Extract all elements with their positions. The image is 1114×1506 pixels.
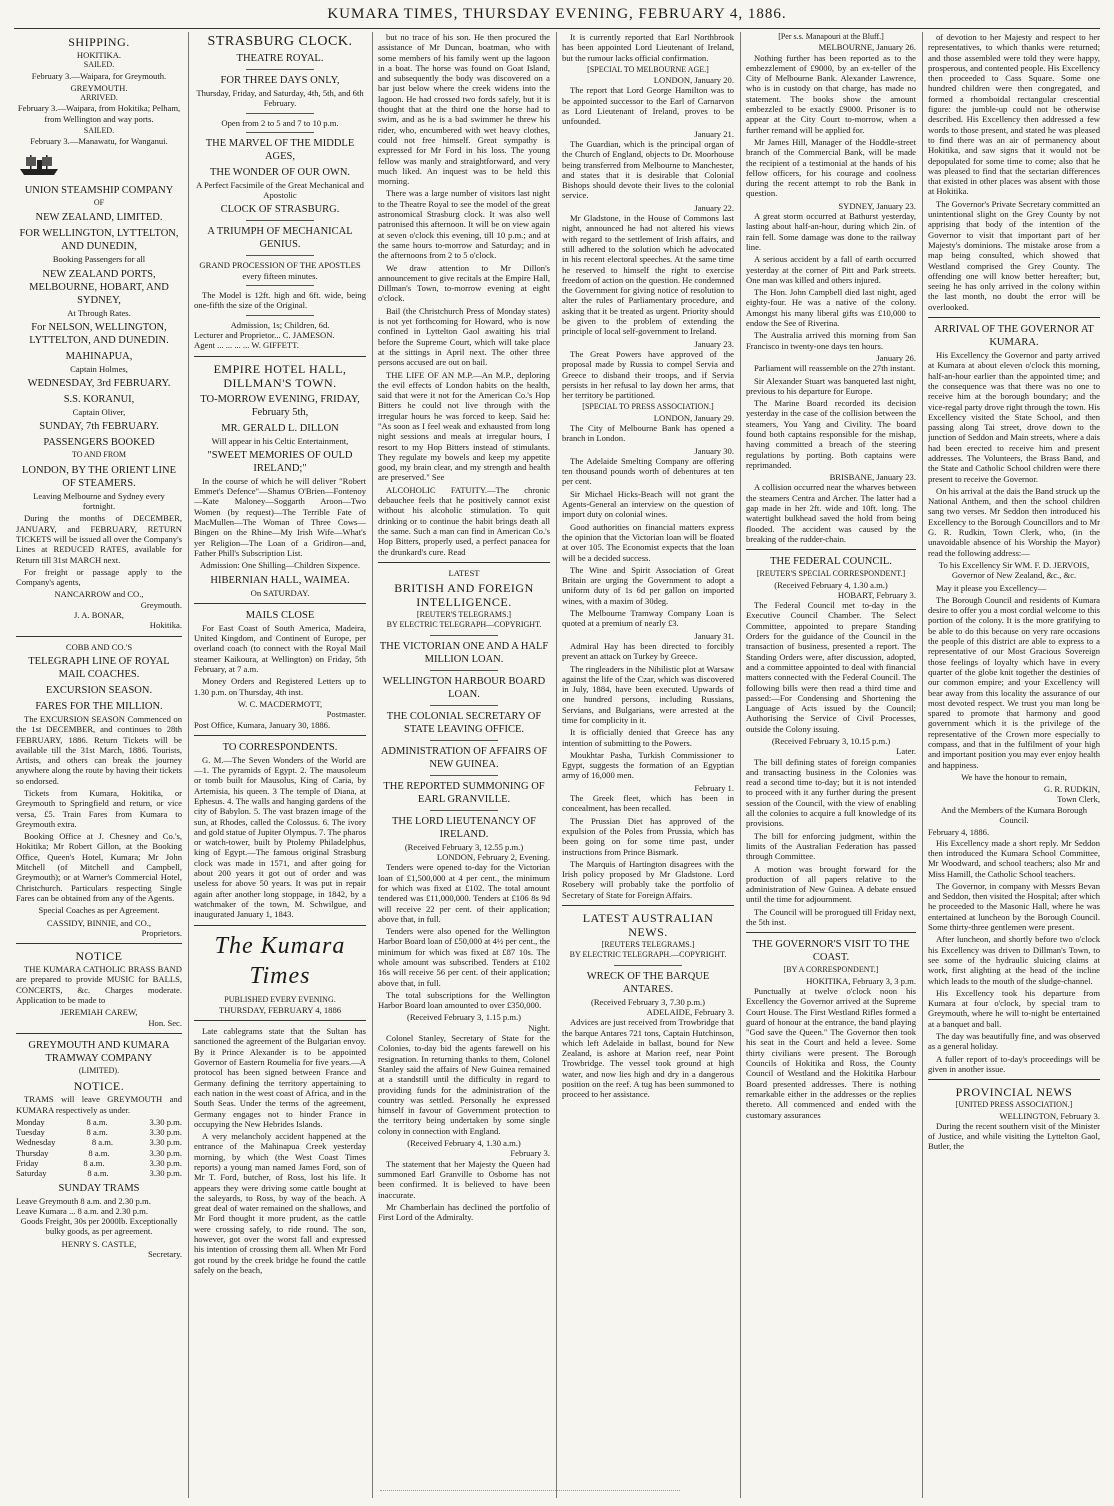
dateline: SYDNEY, January 23. [838, 200, 916, 211]
ad-heading: CLOCK OF STRASBURG. [220, 204, 340, 216]
masthead: KUMARA TIMES, THURSDAY EVENING, FEBRUARY 4, 1886. [327, 6, 787, 22]
section-heading: BRITISH AND FOREIGN INTELLIGENCE. [394, 581, 534, 610]
ad-text: COBB AND CO.'S [65, 641, 133, 652]
dateline: January 23. [694, 338, 734, 349]
article-text: The Hon. John Campbell died last night, aged eighty-four. He was a native of the colony. Amongst his many liberal gifts was £10,000 to endow the See of Riverina. [746, 287, 916, 329]
ad-heading: UNION STEAMSHIP COMPANY [24, 184, 174, 196]
sub-heading: SAILED. [83, 60, 115, 70]
divider [194, 735, 366, 736]
article-text: Parliament will reassemble on the 27th instant. [754, 363, 916, 374]
timetable-row: Monday 8 a.m. 3.30 p.m. [16, 1116, 182, 1127]
article-text: The Marquis of Hartington disagrees with the Irish policy proposed by Mr Gladstone. Lord Rosebery will probably take the portfolio of Secretary of State for Foreign Affairs. [562, 858, 734, 900]
article-text: Sir Alexander Stuart was banqueted last night, previous to his departure for Europe. [746, 375, 916, 396]
divider [246, 255, 315, 256]
column-rule [740, 32, 741, 1498]
ad-heading: THEATRE ROYAL. [236, 53, 324, 64]
ad-text: Goods Freight, 30s per 2000lb. Exceptionally bulky goods, as per agreement. [20, 1216, 178, 1237]
news-heading: WELLINGTON HARBOUR BOARD LOAN. [382, 675, 546, 700]
ad-heading: FOR WELLINGTON, LYTTELTON, AND DUNEDIN, [19, 228, 179, 253]
article-text: It is officially denied that Greece has any intention of submitting to the Powers. [562, 727, 734, 748]
article-text: A great storm occurred at Bathurst yesterday, lasting about half-an-hour, during which 2in. of rain fell. Some damage was done to the railway line. [746, 211, 916, 252]
timetable-row: Thursday 8 a.m. 3.30 p.m. [16, 1147, 182, 1158]
divider [746, 932, 916, 933]
timetable-row: Friday 8 a.m. 3.30 p.m. [16, 1158, 182, 1168]
port-heading: GREYMOUTH. [70, 82, 128, 93]
ad-text: During the months of DECEMBER, JANUARY, and FEBRUARY, RETURN TICKETS will be issued all over the Company's Lines at REDUCED RATES, available for Return till 31st MARCH next. [16, 513, 182, 565]
ad-heading: For NELSON, WELLINGTON, LYTTELTON, AND DUNEDIN. [29, 321, 169, 346]
dateline: Night. [528, 1022, 550, 1033]
ad-heading: EXCURSION SEASON. [45, 684, 153, 696]
dateline: (Received February 4, 1.30 a.m.) [774, 579, 888, 590]
source-line: [SPECIAL TO MELBOURNE AGE.] [587, 64, 709, 74]
ad-text: Leave Greymouth 8 a.m. and 2.30 p.m. [16, 1195, 151, 1206]
divider [928, 1079, 1100, 1080]
column-2 [194, 32, 366, 1498]
ship-icon [16, 151, 62, 177]
ad-heading: "SWEET MEMORIES OF OULD IRELAND;" [207, 449, 353, 474]
divider [430, 635, 499, 636]
divider [246, 315, 315, 316]
ad-text: Booking Passengers for all [52, 254, 146, 265]
article-text: The bill defining states of foreign companies and transacting business in the Colonies was read a second time to-day; but it is not intended to proceed with it any further during the present session of the Council, with the view of enabling all the colonies to acquire a full knowledge of its provisions. [746, 756, 916, 829]
ad-text: Thursday, Friday, and Saturday, 4th, 5th, and 6th February. [196, 88, 364, 109]
ad-heading: PASSENGERS BOOKED [43, 437, 155, 449]
article-text: We draw attention to Mr Dillon's announcement to give recitals at the Empire Hall, Dillman's Town, to-morrow evening at eight o'clock. [378, 262, 550, 304]
ad-heading: A TRIUMPH OF MECHANICAL GENIUS. [207, 226, 353, 251]
article-text: His Excellency made a short reply. Mr Seddon then introduced the Kumara School Committee, Mr Woodward, and school teachers; also Mr and Miss Hamill, the Catholic School teachers. [928, 837, 1100, 879]
news-heading: ARRIVAL OF THE GOVERNOR AT KUMARA. [934, 324, 1094, 349]
captain: Captain Oliver, [72, 407, 126, 418]
dateline: February 1. [694, 782, 734, 793]
article-text: Admiral Hay has been directed to forcibly prevent an attack on Turkey by Greece. [562, 640, 734, 662]
address-text: The Borough Council and residents of Kumara desire to offer you a most cordial welcome to this portion of the colony. It is the more gratifying to be able to do this because on very rare occasions the people of this district are able to express to a representative of our Most Gracious Sovereign those feelings of loyalty which have in every quarter of the globe knit together the destinies of our common empire; and your Excellency will bear away from this locality the assurance of our most devoted respect. We trust you man long be spared to promote that harmony and good government which it is the privilege of the representative of the Crown more especially to compass, and that in the fulfilment of your high and important position you may ever enjoy health and happiness. [928, 594, 1100, 770]
news-heading: THE LORD LIEUTENANCY OF IRELAND. [392, 815, 536, 840]
article-text: The Greek fleet, which has been in concealment, has been recalled. [562, 793, 734, 814]
dateline: (Received February 3, 12.55 p.m.) [404, 841, 524, 852]
ad-heading: NEW ZEALAND PORTS, MELBOURNE, HOBART, AND SYDNEY, [29, 268, 169, 306]
port-heading: HOKITIKA. [76, 50, 122, 60]
source-line: [REUTER'S TELEGRAMS.] [416, 610, 512, 620]
timetable-row: Tuesday 8 a.m. 3.30 p.m. [16, 1127, 182, 1138]
column-rule [556, 32, 557, 1498]
ad-text: Admission, 1s; Children, 6d. [230, 319, 330, 330]
divider [746, 549, 916, 550]
news-heading: WRECK OF THE BARQUE ANTARES. [586, 970, 710, 995]
article-text: A very melancholy accident happened at the entrance of the Mahinapua Creek yesterday morning, by which (the West Coast Times reports) a young man named James Ford, son of Mr T. Ford, butcher, of Ross, lost his life. It appears they were driving some cattle bought at the saleyards, to Ross, by way of the beach. A great deal of water remained on the shallows, and Mr Ford thought it more prudent, as the cattle were crossing safely, to ride round. The son, however, got over the worst fall and expressed his intention of crossing them all. When Mr Ford got round by the creek bridge he found the cattle safely on the beach, [194, 1131, 366, 1275]
article-text: Bail (the Christchurch Press of Monday states) is not yet forthcoming for Howard, who is now confined in Lyttelton Gaol awaiting his trial before the Supreme Court, which will take place at the sittings in April next. The other three persons accused are out on bail. [378, 305, 550, 368]
ad-sub: TO AND FROM [71, 450, 127, 460]
divider [614, 965, 683, 966]
article-text: The Marine Board recorded its decision yesterday in the case of the collision between the steamers, You Yang and Civility. The board found both captains responsible for the mishap, having committed a breach of the steering regulations by porting. Both captains were reprimanded. [746, 398, 916, 470]
ad-text: Booking Office at J. Chesney and Co.'s, Hokitika; Mr Robert Gillon, at the Booking Office, Queen's Hotel, Kumara; Mr John Mitchell (of Mitchell and Campbell, Greymouth); or at Warner's Commercial Hotel, Christchurch. Particulars respecting Single Fares can be obtained from any of the Agents. [16, 831, 182, 903]
sailing-date: SUNDAY, 7th FEBRUARY. [39, 421, 159, 433]
divider [16, 636, 182, 637]
article-text: Punctually at twelve o'clock noon his Excellency the Governor arrived at the Supreme Court House. The First Westland Rifles formed a guard of honour at the entrance, the band playing "God save the Queen." The Governor then took his seat in the Court and held a levee. Some thirty civilians were present. The Borough Councils of Hokitika and Ross, the County Council of Westland and the Hokitika Harbour Board presented addresses. There is nothing remarkable either in the addresses or the replies thereto. All commenced and ended with the customary assurances [746, 985, 916, 1120]
ad-text: Agent ... ... ... ... W. GIFFETT. [194, 340, 299, 351]
dateline: LONDON, January 20. [653, 75, 734, 86]
agent-name: CASSIDY, BINNIE, and CO., [46, 917, 152, 928]
article-text: Mr Gladstone, in the House of Commons last night, announced he had not altered his views with regard to the settlement of Irish affairs, and still adhered to the solution which he advocated in his recent electoral speeches. At the same time he reserved to himself the right to exercise freedom of action on the question. He condemned the Government for giving notice of resolution to alter the rules of Parliamentary procedure, and asking that it be treated as urgent. Priority should be given to the problem of extending the principle of local self-government to Ireland. [562, 213, 734, 337]
ad-heading: TELEGRAPH LINE OF ROYAL MAIL COACHES. [28, 655, 170, 680]
edition-date: THURSDAY, FEBRUARY 4, 1886 [218, 1004, 342, 1015]
dateline: HOKITIKA, February 3, 3 p.m. [806, 975, 916, 986]
divider [16, 943, 182, 944]
article-text: Colonel Stanley, Secretary of State for the Colonies, to-day bid the agents farewell on his resignation. In returning thanks to them, Colonel Stanley said the affairs of New Guinea remained at a standstill until the difficulty in regard to providing funds for the administration of the country was settled. Personally he expressed himself in favour of Government protection to the territory being undertaken by some single colony in connection with England. [378, 1033, 550, 1136]
ad-text: Lecturer and Proprietor... C. JAMESON. [194, 329, 335, 340]
signature: And the Members of the Kumara Borough Council. [940, 804, 1088, 826]
ad-heading: STRASBURG CLOCK. [207, 34, 353, 49]
source-line: [REUTER'S SPECIAL CORRESPONDENT.] [756, 569, 906, 579]
news-heading: THE VICTORIAN ONE AND A HALF MILLION LOAN. [379, 640, 549, 665]
news-heading: THE REPORTED SUMMONING OF EARL GRANVILLE. [383, 780, 545, 805]
divider [378, 562, 550, 563]
page-fold [380, 1490, 680, 1501]
timetable-row: Saturday 8 a.m. 3.30 p.m. [16, 1168, 182, 1179]
ad-text: In the course of which he will deliver "Robert Emmet's Defence"—Shamus O'Brien—Fontenoy—Kate Maloney—Soggarth Aroon—Two Women (by request)—The Terrible Fate of MacMullen—The Woman of Three Cows—Bingen on the Rhine—My Irish Wife—What's yer Religion—The Loan of a Gridiron—and, Father Phill's Subscription List. [194, 475, 366, 558]
article-text: Tenders were opened to-day for the Victorian loan of £1,500,000 at 4 per cent., the minimum for which was fixed at £102. The total amount tendered was £11,000,000. Tenders at £106 8s 9d will receive 22 per cent. of their application; above that, in full. [378, 862, 550, 924]
ad-text: Open from 2 to 5 and 7 to 10 p.m. [221, 117, 339, 128]
sub-heading: SAILED. [83, 126, 115, 136]
article-text: Mr James Hill, Manager of the Hoddle-street branch of the Commercial Bank, will be made the recipient of a testimonial at the hands of his fellow officers, for his courage and coolness during the recent attempt to rob the Bank in question. [746, 136, 916, 199]
dateline: (Received February 3, 10.15 p.m.) [771, 736, 891, 746]
ad-heading: MR. GERALD L. DILLON [221, 422, 339, 434]
news-heading: THE FEDERAL COUNCIL. [770, 556, 892, 568]
article-text: Mr Chamberlain has declined the portfolio of First Lord of the Admiralty. [378, 1201, 550, 1223]
article-text: Tenders were also opened for the Wellington Harbor Board loan of £50,000 at 4½ per cent., the minimum for which was fixed at £87 10s. The whole amount was subscribed. Tenders at £102 16s will receive 56 per cent. of their application; above that, in full. [378, 926, 550, 988]
article-text: The bill for enforcing judgment, within the limits of the Australian Federation has passed through Committee. [746, 830, 916, 862]
ad-text: On SATURDAY. [250, 587, 310, 598]
shipping-line: February 3.—Waipara, from Hokitika; Pelham, from Wellington and way ports. [17, 103, 181, 124]
timetable-row: Wednesday 8 a.m. 3.30 p.m. [16, 1137, 182, 1148]
article-text: There was a large number of visitors last night to the Theatre Royal to see the model of the great astronomical Strasburg clock. It was also well patronised this afternoon. It will be on view again at seven o'clock this evening, till 10 p.m.; and at the same hours to-morrow and Saturday; and in the afternoons from 2 to 5 o'clock. [378, 188, 550, 261]
agent-name: NANCARROW and CO., [54, 589, 144, 600]
source-line: [UNITED PRESS ASSOCIATION.] [955, 1100, 1073, 1110]
source-line: [BY A CORRESPONDENT.] [783, 965, 879, 975]
column-3 [378, 32, 550, 1498]
dateline: LONDON, February 2, Evening. [436, 852, 550, 863]
article-text: The Federal Council met to-day in the Executive Council Chamber. The Select Committee, appointed to prepare Standing Orders for the guidance of the Council in the transaction of business, presented a report. The Standing Orders were, after discussion, adopted, and a committee appointed to deal with financial matters connected with the Federal Council. The following bills were then read a third time and passed:—For Condensing and Shortening the Language of Acts issued by the Council; Authorising the Service of Civil Processes, outside the Colony issuing. [746, 600, 916, 734]
article-text: His Excellency took his departure from Kumara at four o'clock, by special tram to Greymouth, where he will to-night be entertained at a banquet and ball. [928, 987, 1100, 1029]
divider [928, 317, 1100, 318]
agent-place: Hon. Sec. [148, 1017, 182, 1028]
ad-text: Leave Kumara ... 8 a.m. and 2.30 p.m. [16, 1205, 148, 1216]
article-text: of devotion to her Majesty and respect to her representatives, to which thanks were returned; and those assembled were told they were happy, prosperous, and contented people. His Excellency then proceeded to Cass Square. Some one hundred children were then congregated, and formed a rhomboidal rectangular crescential figure: the jumble-up could not be otherwise described. His Excellency then addressed a few words to those present, and stated he was pleased to find there was an air of permanency about Hokitika, and saw signs that it would not be depopulated for some time to come; also that he was pleased to find that the sectarian differences that existed in other places was absent with those at Hokitika. [928, 32, 1100, 197]
ship-name: S.S. KORANUI, [63, 394, 135, 406]
article-text: On his arrival at the dais the Band struck up the National Anthem, and then the school children sang two verses. Mr Seddon then introduced his Excellency to the Borough Councillors and to Mr G. R. Rudkin, Town Clerk, who, (in the unavoidable absence of his Worship the Mayor) read the following address:— [928, 485, 1100, 558]
divider [430, 810, 499, 811]
divider [430, 705, 499, 706]
ad-text: GRAND PROCESSION OF THE APOSTLES every fifteen minutes. [199, 260, 361, 281]
article-text: The Prussian Diet has approved of the expulsion of the Poles from Prussia, which has been going on for some time past, under instructions from Prince Bismark. [562, 815, 734, 857]
address-salutation: May it please you Excellency— [936, 582, 1047, 593]
ad-heading: THE WONDER OF OUR OWN. [209, 166, 351, 178]
divider [246, 220, 315, 221]
section-heading: LATEST [448, 567, 480, 578]
dateline: (Received February 4, 1.30 a.m.) [407, 1138, 521, 1149]
column-4 [562, 32, 734, 1498]
article-text: The Governor's Private Secretary committed an unintentional slight on the Grey County by not apprising that body of the intention of the Governor to visit that important part of her Majesty's dominions. The mistake arose from a map being consulted, which showed that Westland comprised the Grey County. The offending one will know better hereafter; but, seeing he has only arrived in the colony within the last month, no doubt the error will be overlooked. [928, 198, 1100, 312]
column-5 [746, 32, 916, 1498]
article-text: It is currently reported that Earl Northbrook has been appointed Lord Lieutenant of Ireland, but the rumour lacks official confirmation. [562, 32, 734, 63]
ad-heading: HIBERNIAN HALL, WAIMEA. [210, 574, 350, 586]
column-1 [16, 32, 182, 1498]
dateline: January 26. [876, 352, 916, 363]
divider [246, 113, 315, 114]
article-text: The Great Powers have approved of the proposal made by Russia to compel Servia and Greece to disband their troops, and if Servia persists in her refusal to lay down her arms, that her territory be partitioned. [562, 348, 734, 401]
ad-text: Money Orders and Registered Letters up to 1.30 p.m. on Thursday, 4th inst. [194, 676, 366, 697]
divider [430, 740, 499, 741]
ad-heading: MAILS CLOSE [245, 609, 315, 621]
source-line: BY ELECTRIC TELEGRAPH.—COPYRIGHT. [569, 950, 727, 960]
dateline: January 30. [694, 445, 734, 456]
agent-place: Postmaster. [326, 709, 366, 720]
article-text: The Council will be prorogued till Friday next, the 5th inst. [746, 906, 916, 928]
divider [562, 905, 734, 906]
ad-heading: EMPIRE HOTEL HALL, DILLMAN'S TOWN. [213, 361, 347, 390]
article-text: Nothing further has been reported as to the embezzlement of £9000, by an ex-teller of the City of Melbourne Bank. Alexander Lawrence, who is in custody on that charge, has made no statement. The books show the amount embezzled to be exactly £9000. Prisoner is to appear at the City Court to-morrow, when a further remand will be applied for. [746, 52, 916, 135]
article-text: After luncheon, and shortly before two o'clock his Excellency was driven to Dillman's Town, to see some of the hydraulic sluicing claims at work, first alighting at the head of the incline which leads to the mouth of the sludge-channel. [928, 934, 1100, 986]
article-text: The day was beautifully fine, and was observed as a general holiday. [928, 1031, 1100, 1052]
article-text: Advices are just received from Trowbridge that the barque Antares 721 tons, Captain Hutchinson, which left Adelaide in ballast, bound for New Zealand, is ashore at Marion reef, near Point Trowbridge. The vessel took ground at high water, and now lies high and dry in a dangerous position on the reef. A tug has been summoned to proceed to her assistance. [562, 1017, 734, 1100]
agent-place: Secretary. [147, 1249, 182, 1260]
notice-heading: NOTICE. [73, 1079, 125, 1094]
agent-name: HENRY S. CASTLE, [61, 1238, 137, 1249]
article-text: but no trace of his son. He then procured the assistance of Mr Duncan, boatman, who with some members of his family went up the lagoon in a boat. The horse was found on Goat Island, and subsequently the body was discovered on a bar just below where the creek widens into the lagoon. He had crossed two fords safely, but it is thought that at the third one the horse had to swim, and as he is a bad swimmer he threw his rider, who, encumbered with wet heavy clothes, could not free himself. Great sympathy is expressed for Mr Ford in his loss. The young fellow was manly and straightforward, and very much liked. An inquest was to be held this morning. [378, 32, 550, 187]
shipping-line: February 3.—Manawatu, for Wanganui. [30, 136, 168, 147]
ad-heading: LONDON, BY THE ORIENT LINE OF STEAMERS. [21, 464, 177, 489]
article-text: The Melbourne Tramway Company Loan is quoted at a premium of nearly £3. [562, 608, 734, 629]
dateline: MELBOURNE, January 26. [818, 42, 916, 53]
ad-heading: THE MARVEL OF THE MIDDLE AGES, [205, 137, 355, 162]
address-salutation: To his Excellency Sir WM. F. D. JERVOIS, Governor of New Zealand, &c., &c. [938, 559, 1090, 581]
news-heading: ADMINISTRATION OF AFFAIRS OF NEW GUINEA. [380, 745, 548, 770]
article-text: Good authorities on financial matters express the opinion that the Victorian loan will be floated at over 105. The Economist expects that the loan will be a decided success. [562, 521, 734, 563]
shipping-heading: SHIPPING. [68, 35, 130, 49]
article-text: A fuller report of to-day's proceedings will be given in another issue. [928, 1053, 1100, 1074]
news-heading: THE COLONIAL SECRETARY OF STATE LEAVING OFFICE. [386, 710, 542, 735]
article-text: The statement that her Majesty the Queen had summoned Earl Granville to Osborne has not been confirmed. It is believed to have been inaccurate. [378, 1158, 550, 1200]
dateline: BRISBANE, January 23. [829, 472, 916, 483]
article-text: The Governor, in company with Messrs Bevan and Seddon, then visited the Hospital; after which he proceeded to the Masonic Hall, where he was entertained at luncheon by the Borough Council. Some thirty-three gentlemen were present. [928, 880, 1100, 933]
ship-name: MAHINAPUA, [65, 350, 133, 362]
sub-heading: ARRIVED. [80, 93, 118, 103]
notice-heading: NOTICE [75, 949, 123, 964]
article-text: A motion was brought forward for the production of all papers relative to the administration of New Guinea. A debate ensued until the time for adjournment. [746, 863, 916, 905]
source-line: [Per s.s. Manapouri at the Bluff.] [778, 32, 884, 41]
divider [246, 132, 315, 133]
ad-text: For freight or passage apply to the Company's agents, [16, 566, 182, 588]
divider [194, 356, 366, 357]
section-heading: LATEST AUSTRALIAN NEWS. [582, 911, 714, 940]
ad-heading: GREYMOUTH AND KUMARA TRAMWAY COMPANY [28, 1039, 170, 1064]
article-text: The Australia arrived this morning from San Francisco in twenty-one days ten hours. [746, 330, 916, 351]
ad-heading: FARES FOR THE MILLION. [35, 700, 163, 712]
agent-name: J. A. BONAR, [74, 610, 124, 621]
address-date: February 4, 1886. [928, 827, 990, 838]
agent-name: W. C. MACDERMOTT, [237, 698, 323, 709]
dateline: January 22. [694, 202, 734, 213]
source-line: [REUTERS TELEGRAMS.] [601, 940, 695, 950]
divider [430, 670, 499, 671]
article-text: Moukhtar Pasha, Turkish Commissioner to Egypt, suggests the formation of an Egyptian army of 16,000 men. [562, 749, 734, 781]
dateline: (Received February 3, 1.15 p.m.) [406, 1012, 522, 1023]
divider [246, 285, 315, 286]
article-text: The City of Melbourne Bank has opened a branch in London. [562, 422, 734, 444]
shipping-line: February 3.—Waipara, for Greymouth. [31, 70, 167, 81]
sailing-date: WEDNESDAY, 3rd FEBRUARY. [27, 378, 171, 390]
column-rule [922, 32, 923, 1498]
tram-timetable [16, 1117, 182, 1179]
dateline: WELLINGTON, February 3. [999, 1110, 1100, 1121]
ad-heading: TO-MORROW EVENING, FRIDAY, February 5th, [200, 393, 360, 418]
ad-text: For East Coast of South America, Madeira, United Kingdom, and Continent of Europe, per overland coach (to connect with the Royal Mail steamer Kaikoura, at Wellington) on Friday, 5th February, at 7 a.m. [194, 622, 366, 675]
ad-sub: OF [93, 197, 105, 207]
dateline: (Received February 3, 7.30 p.m.) [590, 996, 706, 1007]
divider [194, 925, 366, 926]
section-heading: TO CORRESPONDENTS. [222, 741, 338, 753]
masthead-rule [14, 28, 1100, 29]
article-text: The Wine and Spirit Association of Great Britain are urging the Government to adopt a uniform duty of 1s 6d per gallon on imported wines, with a maxim of 30deg. [562, 564, 734, 606]
published-line: PUBLISHED EVERY EVENING. [224, 994, 336, 1004]
divider [194, 1020, 366, 1021]
signature: Town Clerk, [1057, 794, 1100, 805]
article-text: The Guardian, which is the principal organ of the Church of England, objects to Dr. Moorhouse being transferred from Melbourne to Manchester, and states that it is desirable that Colonial Bishops should devote their lives to the colonial service. [562, 138, 734, 201]
ad-text: The EXCURSION SEASON Commenced on the 1st DECEMBER, and continues to 28th FEBRUARY, 1886. Return Tickets will be available till the 31st March, 1886. Tourists, Artists, and others can break the journey anywhere along the route by having their tickets so endorsed. [16, 713, 182, 786]
section-heading: PROVINCIAL NEWS [955, 1085, 1073, 1100]
signature: G. R. RUDKIN, [1043, 784, 1100, 795]
column-rule [188, 32, 189, 1498]
divider [194, 603, 366, 604]
divider [16, 1033, 182, 1034]
article-text: G. M.—The Seven Wonders of the World are—1. The pyramids of Egypt. 2. The mausoleum or tomb built for Mausolus, King of Caria, by Artemisia, his queen. 3 The temple of Diana, at Ephesus. 4. The walls and hanging gardens of the city of Babylon. 5. The vast brazen image of the sun, at Rhodes, called the Colossus. 6. The ivory and gold statue of Jupiter Olympus. 7. The pharos or watch-tower, built by Ptolemy Philadelphus, king of Egypt.—The famous original Strasburg clock was made in 1571, and after going for about 200 years it got out of order and was useless for above 50 years. It was put in repair again after another long stoppage, in 1842, by a watchmaker of the town, M. Schwilgue, and inaugurated January 1, 1843. [194, 754, 366, 920]
ad-text: Tickets from Kumara, Hokitika, or Greymouth to Springfield and return, or vice versa, £5. Train Fares from Kumara to Greymouth extra. [16, 787, 182, 829]
ad-text: Special Coaches as per Agreement. [38, 905, 160, 916]
news-heading: THE GOVERNOR'S VISIT TO THE COAST. [752, 939, 910, 964]
newspaper-title: The Kumara Times [214, 932, 346, 989]
captain: Captain Holmes, [70, 363, 128, 374]
ad-text: Post Office, Kumara, January 30, 1886. [194, 719, 331, 730]
article-text: The ringleaders in the Nihilistic plot at Warsaw against the life of the Czar, which was discovered in July, 1884, have been executed. Upwards of one hundred persons, including Russians, Servians, and Bulgarians, were arrested at the time for complicity in it. [562, 663, 734, 725]
ad-text: The Model is 12ft. high and 6ft. wide, being one-fifth the size of the Original. [194, 290, 366, 311]
article-text: Sir Michael Hicks-Beach will not grant the Agents-General an interview on the question of import duty on colonial wines. [562, 488, 734, 520]
dateline: LONDON, January 29. [653, 412, 734, 423]
article-text: The Adelaide Smelting Company are offering ten thousand pounds worth of debentures at ten per cent. [562, 455, 734, 487]
ad-heading: NEW ZEALAND, LIMITED. [35, 212, 163, 224]
article-text: ALCOHOLIC FATUITY.—The chronic debauchee feels that he positively cannot exist without his alcoholic stimulation. To quit drinking or to continue the habit brings death all the same. Such a man can find in American Co.'s Hop Bitters, properly used, a perfect panacea for the drunkard's cure. Read [378, 484, 550, 557]
divider [430, 775, 499, 776]
column-6 [928, 32, 1100, 1498]
divider [246, 69, 315, 70]
agent-place: Proprietors. [141, 927, 182, 938]
article-text: His Excellency the Governor and party arrived at Kumara at about eleven o'clock this morning, half-an-hour earlier than the appointed time; and the consequence was that there was no one to receive him at the borough boundary; and the vice-regal party drove right through the town. His Excellency visited the State School, and then passing along Tai street, drove down to the junction of Seddon and Main streets, where a dais had been erected to receive him and present addresses. The Volunteers, the Brass Band, and the State and Catholic School children were there present to receive the Governor. [928, 350, 1100, 484]
ad-text: At Through Rates. [67, 307, 131, 318]
article-text: THE LIFE OF AN M.P.—An M.P., deploring the evil effects of London habits on the health, said that were it not for the American Co.'s Hop Bitters he could not live through with the irregular hours he was forced to keep. Said he: "As soon as I feel weak and exhausted from long night sessions and meals at irregular hours, I resort to my Hop Bitters instead of stimulants. They regulate my bowels and keep my appetite good, my brain clear, and my strength and health are preserved." See [378, 369, 550, 483]
article-text: A serious accident by a fall of earth occurred yesterday at the corner of Pitt and Park streets. One man was killed and others injured. [746, 254, 916, 285]
dateline: Later. [896, 746, 916, 757]
dateline: January 31. [694, 630, 734, 641]
ad-text: TRAMS will leave GREYMOUTH and KUMARA respectively as under. [16, 1094, 182, 1115]
ad-text: Admission: One Shilling—Children Sixpence. [200, 560, 360, 571]
ad-text: Leaving Melbourne and Sydney every fortnight. [33, 490, 165, 512]
article-text: The total subscriptions for the Wellington Harbor Board loan amounted to over £350,000. [378, 989, 550, 1011]
agent-place: Greymouth. [140, 599, 182, 610]
article-text: The report that Lord George Hamilton was to be appointed successor to the Earl of Carnarvon as Lord Lieutenant of Ireland, proves to be unfounded. [562, 85, 734, 127]
dateline: February 3. [510, 1148, 550, 1159]
agent-name: JEREMIAH CAREW, [60, 1007, 138, 1018]
ad-sub: (LIMITED). [78, 1065, 120, 1075]
address-text: We have the honour to remain, [961, 771, 1067, 782]
dateline: January 21. [694, 128, 734, 139]
source-line: [SPECIAL TO PRESS ASSOCIATION.] [582, 402, 714, 412]
ad-heading: SUNDAY TRAMS [58, 1182, 140, 1194]
article-text: During the recent southern visit of the Minister of Justice, and while visiting the Lyttelton Gaol, Butler, the [928, 1120, 1100, 1152]
article-text: Late cablegrams state that the Sultan has sanctioned the agreement of the Bulgarian envoy. By it Prince Alexander is to be appointed Governor of Eastern Roumelia for five years.—A protocol has been signed between France and Germany defining the territory appertaining to each nation in the west coast of Africa, and in the South Seas. Under the terms of the agreement, Germany engages not to hinder France in occupying the New Hebrides Islands. [194, 1026, 366, 1129]
ad-text: THE KUMARA CATHOLIC BRASS BAND are prepared to provide MUSIC for BALLS, CONCERTS, &c. Charges moderate. Application to be made to [16, 964, 182, 1006]
dateline: HOBART, February 3. [837, 589, 916, 600]
source-line: BY ELECTRIC TELEGRAPH—COPYRIGHT. [386, 620, 542, 630]
ad-text: Will appear in his Celtic Entertainment, [211, 435, 349, 446]
column-rule [372, 32, 373, 1498]
dateline: ADELAIDE, February 3. [646, 1006, 734, 1017]
ad-heading: FOR THREE DAYS ONLY, [220, 75, 340, 86]
ad-text: A Perfect Facsimile of the Great Mechanical and Apostolic [196, 179, 364, 201]
agent-place: Hokitika. [149, 620, 182, 631]
article-text: A collision occurred near the wharves between the steamers Centra and Archer. The latter had a gap made in her 2ft. wide and 10ft. long. The watertight bulkhead saved the hold from being flooded. The accident was caused by the breaking of the rudder-chain. [746, 482, 916, 544]
